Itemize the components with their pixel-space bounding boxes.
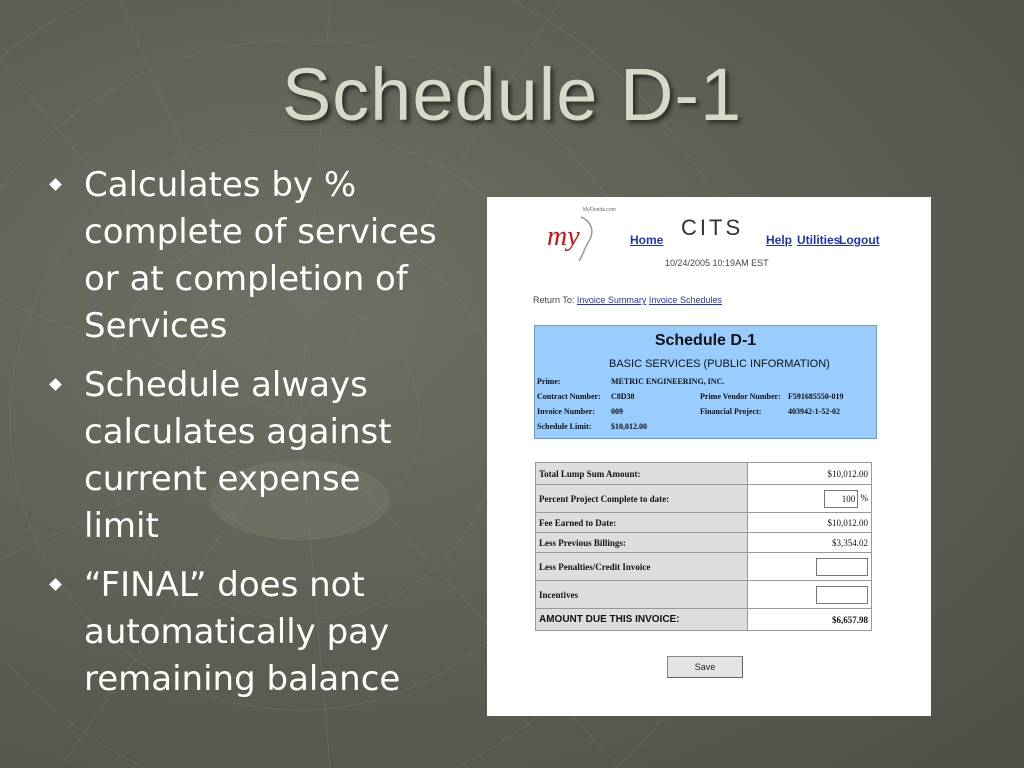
home-link[interactable]: Home	[630, 233, 664, 247]
return-label: Return To:	[533, 295, 575, 305]
contract-value: C8D38	[611, 392, 635, 401]
project-label: Financial Project:	[700, 407, 762, 416]
bullet-item	[48, 362, 498, 550]
table-row	[536, 581, 872, 609]
schedule-info-panel	[534, 325, 877, 439]
calculation-table	[535, 462, 872, 631]
table-row	[536, 513, 872, 533]
invoice-summary-link[interactable]: Invoice Summary	[576, 295, 647, 305]
timestamp: 10/24/2005 10:19AM EST	[665, 258, 769, 268]
return-to-bar	[533, 295, 722, 305]
incentives-cell	[748, 581, 872, 609]
diamond-bullet-icon	[49, 378, 62, 391]
percent-input[interactable]: 100	[824, 490, 858, 508]
row-value: $10,012.00	[748, 513, 872, 533]
logo-subtext: MyFlorida.com	[583, 207, 616, 213]
penalties-input[interactable]	[816, 558, 868, 576]
row-label: Fee Earned to Date:	[536, 513, 748, 533]
vendor-value: F591685550-019	[788, 392, 844, 401]
cits-screenshot	[487, 197, 931, 716]
bullet-list	[48, 162, 498, 715]
table-row	[536, 533, 872, 553]
diamond-bullet-icon	[49, 178, 62, 191]
table-row	[536, 485, 872, 513]
amount-due-value: $6,657.98	[748, 609, 872, 631]
logout-link[interactable]: Logout	[839, 233, 880, 247]
slide-title: Schedule D-1	[281, 53, 743, 136]
utilities-link[interactable]: Utilities	[797, 233, 841, 247]
contract-label: Contract Number:	[537, 392, 601, 401]
table-row	[536, 463, 872, 485]
amount-due-label: AMOUNT DUE THIS INVOICE:	[536, 609, 748, 631]
bullet-item	[48, 162, 498, 350]
row-label: Incentives	[536, 581, 748, 609]
row-value: $3,354.02	[748, 533, 872, 553]
panel-title: Schedule D-1	[654, 332, 757, 349]
help-link[interactable]: Help	[766, 233, 793, 247]
limit-value: $10,012.00	[611, 422, 647, 431]
vendor-label: Prime Vendor Number:	[700, 392, 781, 401]
invoice-value: 009	[611, 407, 623, 416]
save-button[interactable]: Save	[667, 656, 743, 678]
bullet-text: “FINAL” does not automatically pay remaining balance	[84, 565, 401, 699]
panel-subtitle: BASIC SERVICES (PUBLIC INFORMATION)	[609, 358, 830, 370]
penalties-cell	[748, 553, 872, 581]
row-label: Less Penalties/Credit Invoice	[536, 553, 748, 581]
row-value: $10,012.00	[748, 463, 872, 485]
diamond-bullet-icon	[49, 578, 62, 591]
table-row	[536, 553, 872, 581]
prime-label: Prime:	[537, 377, 561, 386]
row-label: Less Previous Billings:	[536, 533, 748, 553]
app-title: CITS	[681, 215, 744, 240]
table-row	[536, 609, 872, 631]
invoice-schedules-link[interactable]: Invoice Schedules	[648, 295, 722, 305]
row-label: Total Lump Sum Amount:	[536, 463, 748, 485]
limit-label: Schedule Limit:	[537, 422, 592, 431]
invoice-label: Invoice Number:	[537, 407, 595, 416]
prime-value: METRIC ENGINEERING, INC.	[611, 377, 725, 386]
incentives-input[interactable]	[816, 586, 868, 604]
myflorida-logo-icon	[545, 211, 605, 265]
row-label: Percent Project Complete to date:	[536, 485, 748, 513]
percent-sign: %	[860, 492, 868, 503]
svg-text:my: my	[547, 221, 580, 252]
percent-cell	[748, 485, 872, 513]
bullet-text: Calculates by % complete of services or at completion of Services	[84, 165, 437, 346]
bullet-item	[48, 562, 498, 703]
project-value: 403942-1-52-02	[788, 407, 840, 416]
bullet-text: Schedule always calculates against current expense limit	[84, 365, 392, 546]
